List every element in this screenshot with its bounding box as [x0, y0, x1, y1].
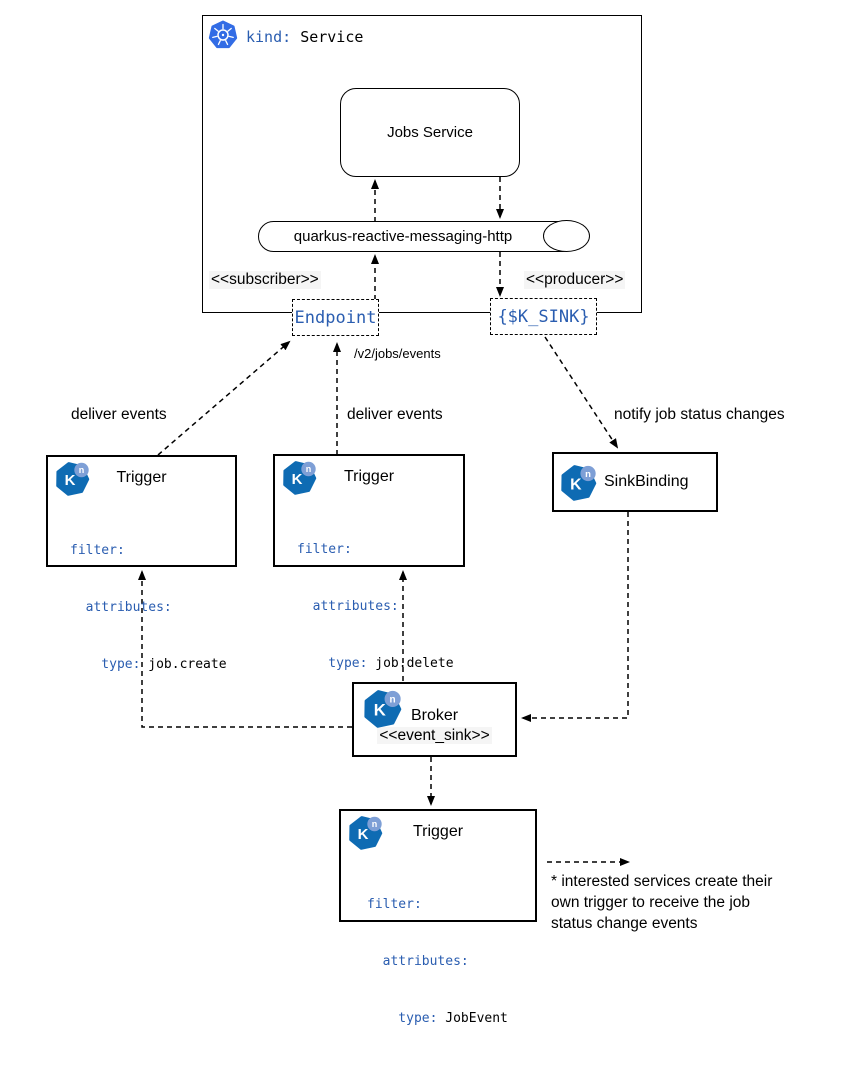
svg-text:n: n: [389, 694, 396, 706]
trigger-create-node: [46, 455, 237, 672]
yaml-line: attributes:: [382, 954, 469, 969]
quarkus-channel-label: quarkus-reactive-messaging-http: [293, 228, 513, 245]
broker-stereotype: <<event_sink>>: [379, 727, 490, 744]
ksink-box: [490, 298, 597, 335]
channel-endcap-ellipse: [543, 220, 590, 252]
footnote-line: own trigger to receive the job: [551, 894, 751, 911]
footnote-line: * interested services create their: [551, 873, 773, 890]
svg-text:n: n: [78, 465, 85, 476]
trigger-create-yaml: [70, 503, 227, 712]
arrow-trigger-create-to-endpoint: [158, 342, 289, 455]
kubernetes-icon: [209, 21, 237, 49]
service-kind-header: [246, 28, 363, 46]
svg-text:n: n: [585, 468, 591, 480]
ksink-label: {$K_SINK}: [497, 306, 590, 327]
svg-text:n: n: [371, 819, 378, 830]
arrow-sinkbinding-to-broker: [523, 512, 628, 718]
trigger-jobevent-title: Trigger: [412, 823, 464, 840]
sinkbinding-title: SinkBinding: [604, 473, 689, 490]
quarkus-channel-pill: [258, 221, 578, 252]
producer-stereotype: <<producer>>: [526, 271, 624, 288]
svg-text:K: K: [570, 476, 582, 494]
svg-text:K: K: [373, 700, 386, 720]
yaml-line: attributes:: [312, 599, 399, 614]
yaml-line: attributes:: [85, 600, 172, 615]
kind-value-label: Service: [300, 28, 364, 46]
endpoint-box: [292, 299, 379, 336]
kind-key-label: kind:: [246, 28, 292, 46]
endpoint-label: Endpoint: [294, 307, 377, 328]
sinkbinding-node: [552, 452, 718, 512]
footnote-line: status change events: [551, 915, 698, 932]
yaml-line: filter:: [367, 897, 422, 912]
trigger-delete-node: [273, 454, 465, 671]
broker-node: [352, 682, 517, 757]
trigger-delete-title: Trigger: [343, 468, 395, 485]
knative-icon: [55, 462, 89, 496]
svg-text:K: K: [357, 826, 369, 843]
knative-icon: [363, 690, 401, 728]
svg-text:n: n: [305, 464, 312, 475]
svg-text:K: K: [291, 471, 303, 488]
yaml-line: filter:: [70, 543, 125, 558]
footnote-text: [551, 871, 831, 934]
yaml-line: type: JobEvent: [398, 1011, 508, 1026]
deliver-events-right-label: deliver events: [347, 406, 443, 423]
jobs-service-label: Jobs Service: [387, 124, 473, 141]
notify-job-status-label: notify job status changes: [614, 406, 785, 423]
trigger-jobevent-node: [339, 809, 537, 1026]
events-path-label: /v2/jobs/events: [354, 346, 441, 361]
subscriber-stereotype: <<subscriber>>: [211, 271, 319, 288]
jobs-service-node: [340, 88, 520, 177]
svg-text:K: K: [64, 472, 76, 489]
yaml-line: filter:: [297, 542, 352, 557]
knative-icon: [348, 816, 382, 850]
trigger-create-title: Trigger: [116, 469, 167, 486]
arrow-ksink-to-sinkbinding: [545, 337, 617, 447]
trigger-delete-yaml: [297, 502, 454, 711]
knative-icon: [560, 465, 596, 501]
broker-title: Broker: [410, 707, 459, 724]
yaml-line: type: job.create: [101, 657, 227, 672]
trigger-jobevent-yaml: [367, 857, 508, 1066]
yaml-line: type: job.delete: [328, 656, 454, 671]
knative-icon: [282, 461, 316, 495]
deliver-events-left-label: deliver events: [71, 406, 167, 423]
